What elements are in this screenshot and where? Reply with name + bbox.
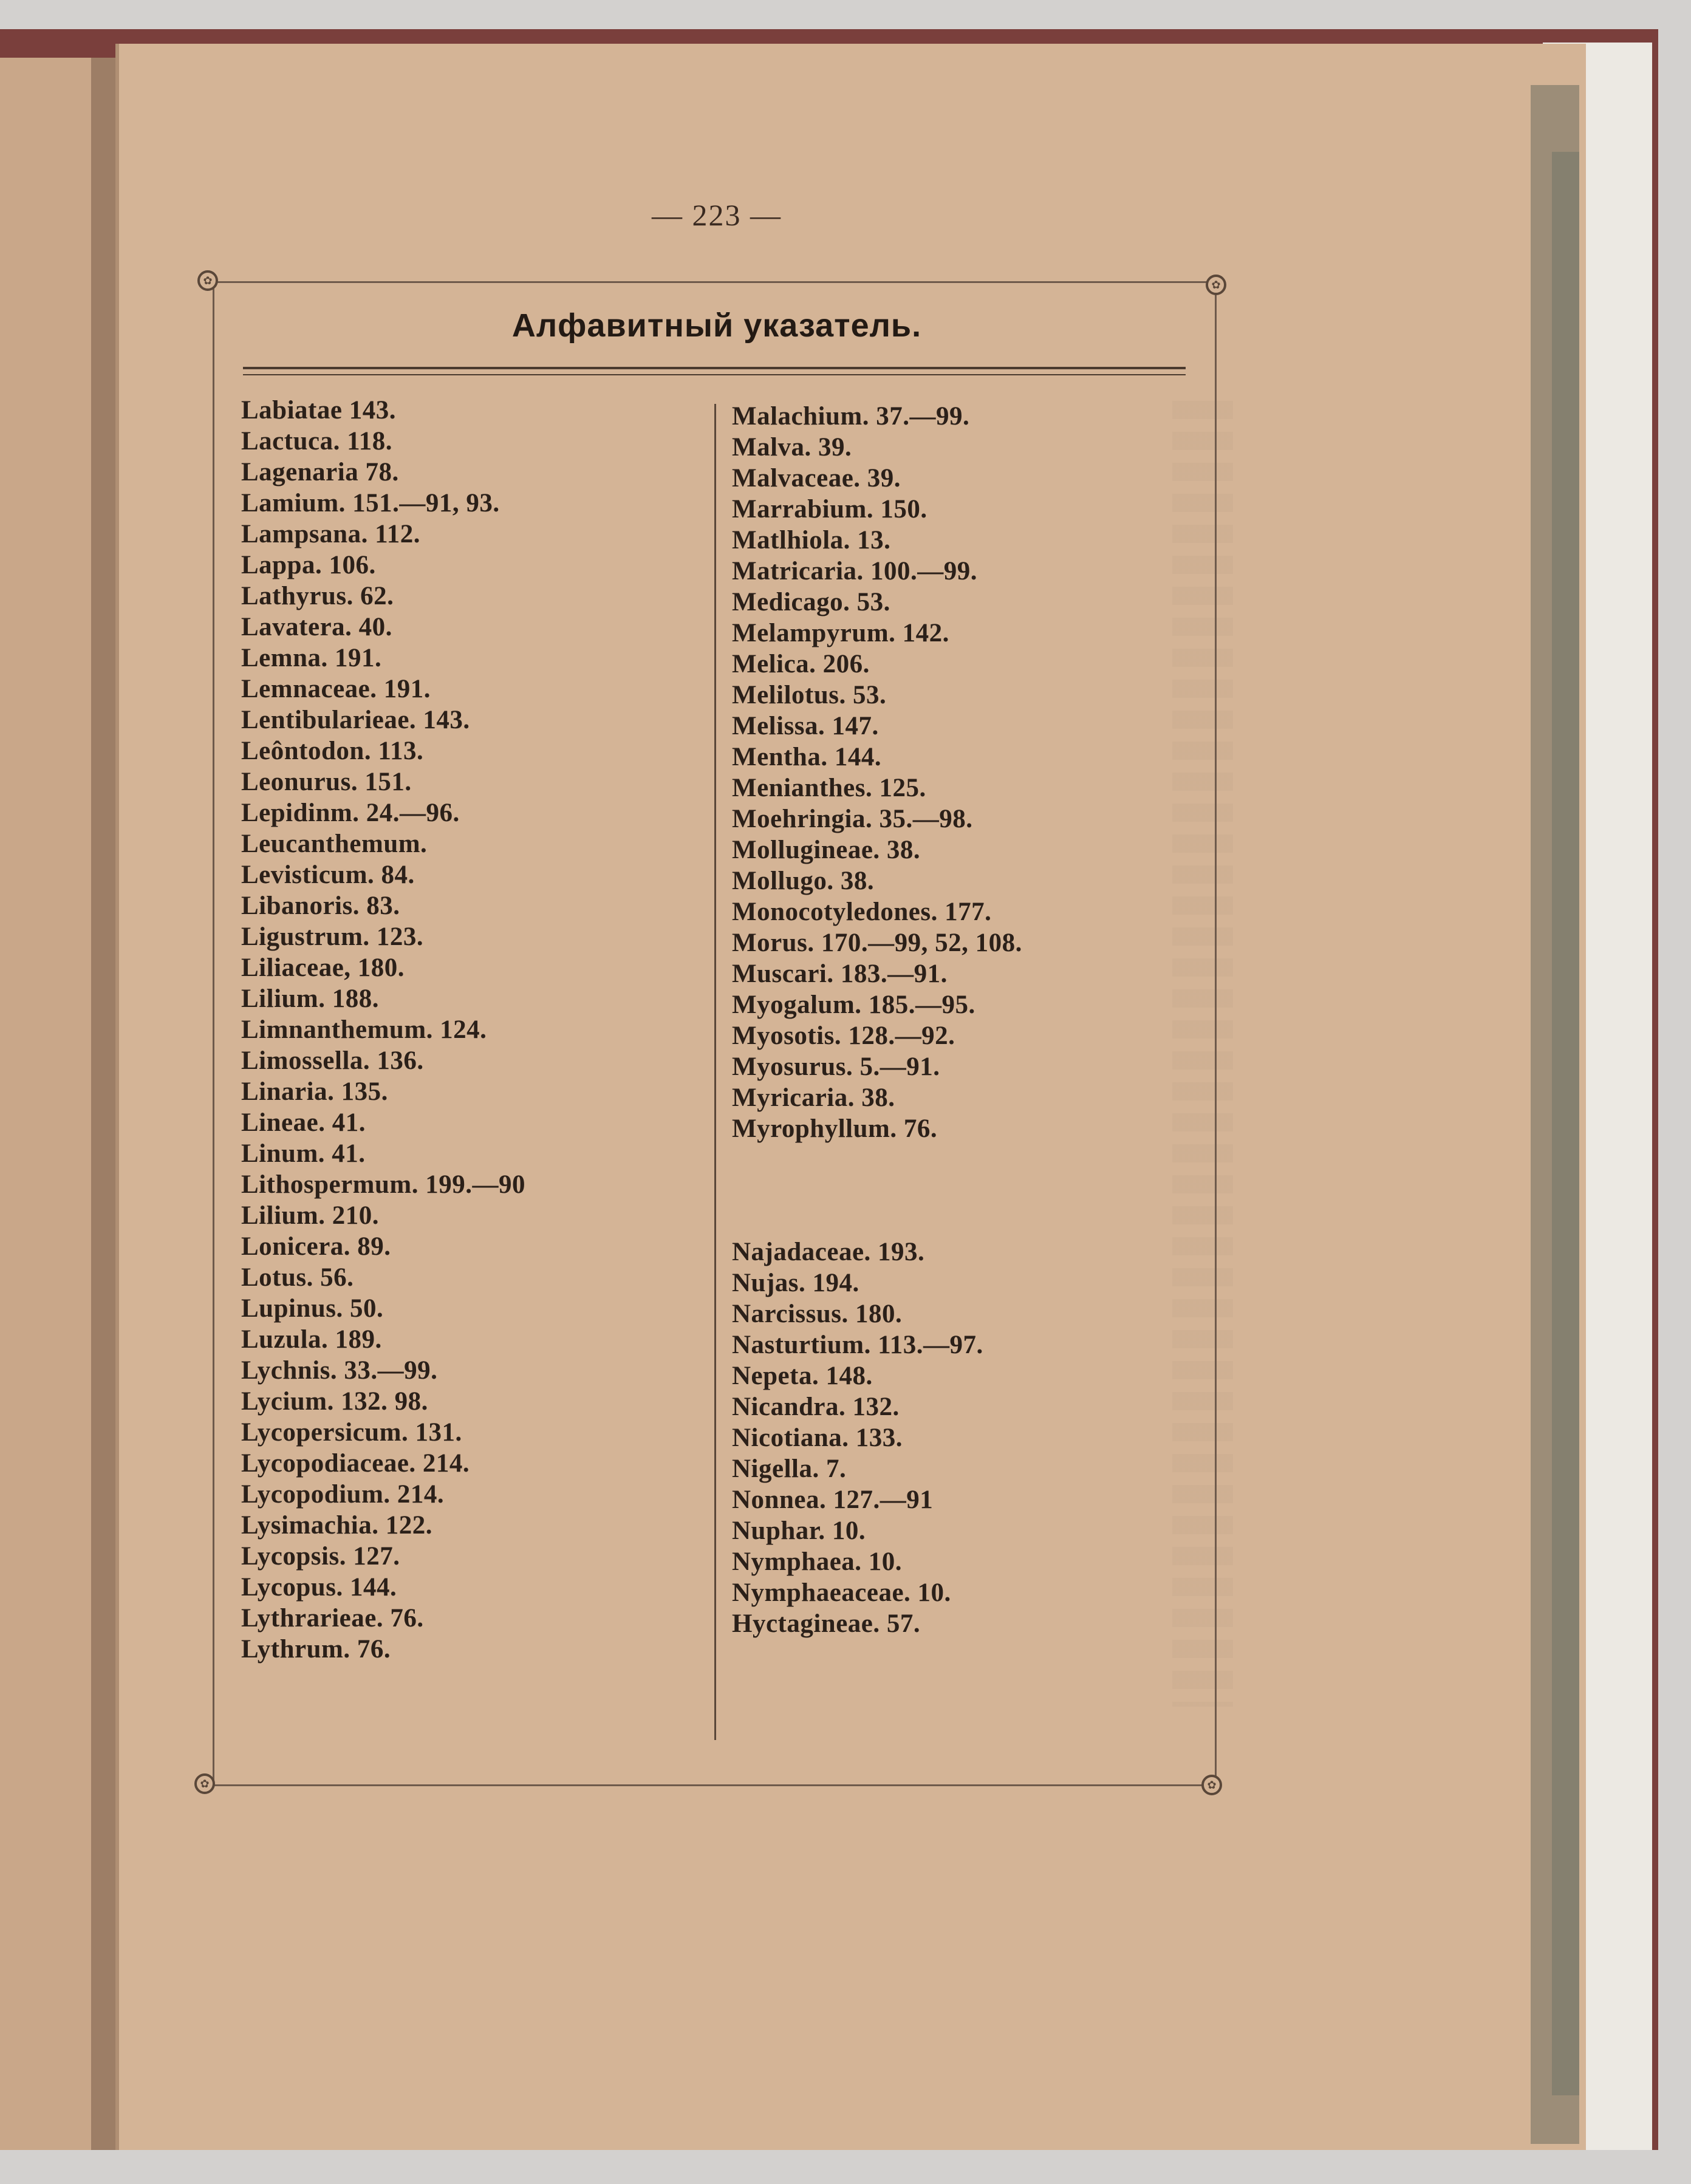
index-entry: Lycopus. 144. xyxy=(241,1573,397,1602)
index-entry: Lineae. 41. xyxy=(241,1108,366,1137)
index-entry: Monocotyledones. 177. xyxy=(732,898,992,926)
index-entry: Lilium. 188. xyxy=(241,985,380,1013)
index-entry: Nicandra. 132. xyxy=(732,1393,900,1421)
index-entry: Myricaria. 38. xyxy=(732,1083,895,1112)
index-entry: Mentha. 144. xyxy=(732,743,882,771)
index-left-column xyxy=(241,395,709,1665)
index-entry: Malachium. 37.—99. xyxy=(732,402,970,431)
index-entry: Leôntodon. 113. xyxy=(241,737,424,765)
index-title: Алфавитный указатель. xyxy=(511,307,922,344)
torn-page-edge-shadow xyxy=(1552,152,1579,2095)
index-entry: Mollugo. 38. xyxy=(732,867,875,895)
index-entry: Lythrum. 76. xyxy=(241,1635,391,1664)
index-entry: Lycopersicum. 131. xyxy=(241,1418,462,1447)
index-entry: Myrophyllum. 76. xyxy=(732,1114,938,1143)
index-entry: Lappa. 106. xyxy=(241,551,376,579)
index-entry: Leonurus. 151. xyxy=(241,768,412,796)
index-entry: Lavatera. 40. xyxy=(241,613,392,641)
index-entry: Libanoris. 83. xyxy=(241,892,400,920)
index-entry: Narcissus. 180. xyxy=(732,1300,903,1328)
index-entry: Marrabium. 150. xyxy=(732,495,927,524)
index-entry: Liliaceae, 180. xyxy=(241,954,405,982)
index-entry: Lemnaceae. 191. xyxy=(241,675,431,703)
index-entry: Myosotis. 128.—92. xyxy=(732,1022,955,1050)
index-entry: Lactuca. 118. xyxy=(241,427,392,456)
index-entry: Myosurus. 5.—91. xyxy=(732,1053,940,1081)
index-entry: Moehringia. 35.—98. xyxy=(732,805,973,833)
index-entry: Nepeta. 148. xyxy=(732,1362,873,1390)
index-entry: Levisticum. 84. xyxy=(241,861,415,889)
index-entry: Nujas. 194. xyxy=(732,1269,859,1297)
title-rule xyxy=(243,374,1186,375)
index-entry: Ligustrum. 123. xyxy=(241,923,424,951)
index-entry: Limossella. 136. xyxy=(241,1046,424,1075)
index-entry: Lonicera. 89. xyxy=(241,1232,391,1261)
index-entry: Limnanthemum. 124. xyxy=(241,1015,487,1044)
index-entry: Lepidinm. 24.—96. xyxy=(241,799,460,827)
corner-ornament-icon: ✿ xyxy=(1201,1775,1222,1795)
index-entry: Linum. 41. xyxy=(241,1139,366,1168)
index-entry: Lysimachia. 122. xyxy=(241,1511,433,1540)
index-entry: Nigella. 7. xyxy=(732,1455,847,1483)
column-divider xyxy=(714,404,716,1740)
index-entry: Lamium. 151.—91, 93. xyxy=(241,489,500,517)
index-entry: Malva. 39. xyxy=(732,433,852,462)
index-entry: Lagenaria 78. xyxy=(241,458,399,486)
index-entry: Lentibularieae. 143. xyxy=(241,706,470,734)
index-entry: Medicago. 53. xyxy=(732,588,890,616)
index-entry: Lychnis. 33.—99. xyxy=(241,1356,438,1385)
index-entry: Lycopodium. 214. xyxy=(241,1480,445,1509)
index-entry: Leucanthemum. xyxy=(241,830,428,858)
index-entry: Muscari. 183.—91. xyxy=(732,960,948,988)
index-entry: Melica. 206. xyxy=(732,650,870,678)
index-entry: Malvaceae. 39. xyxy=(732,464,901,493)
index-entry: Lycopsis. 127. xyxy=(241,1542,400,1571)
index-entry: Nonnea. 127.—91 xyxy=(732,1486,934,1514)
index-entry: Melilotus. 53. xyxy=(732,681,887,709)
index-entry: Lythrarieae. 76. xyxy=(241,1604,424,1633)
index-entry: Nasturtium. 113.—97. xyxy=(732,1331,983,1359)
index-entry: Luzula. 189. xyxy=(241,1325,382,1354)
index-entry: Lathyrus. 62. xyxy=(241,582,394,610)
index-entry: Labiatae 143. xyxy=(241,396,396,425)
index-entry: Lithospermum. 199.—90 xyxy=(241,1170,525,1199)
index-entry: Nuphar. 10. xyxy=(732,1517,866,1545)
index-right-column-n xyxy=(732,1237,1206,1639)
index-entry: Najadaceae. 193. xyxy=(732,1238,925,1266)
index-entry: Nymphaea. 10. xyxy=(732,1548,903,1576)
index-entry: Myogalum. 185.—95. xyxy=(732,991,975,1019)
index-entry: Melissa. 147. xyxy=(732,712,879,740)
index-entry: Menianthes. 125. xyxy=(732,774,926,802)
index-entry: Lilium. 210. xyxy=(241,1201,380,1230)
index-entry: Lotus. 56. xyxy=(241,1263,354,1292)
index-entry: Hyctagineae. 57. xyxy=(732,1609,921,1638)
index-right-column-m xyxy=(732,401,1206,1144)
frame-border-bottom xyxy=(203,1784,1215,1786)
index-entry: Lycopodiaceae. 214. xyxy=(241,1449,470,1478)
index-entry: Morus. 170.—99, 52, 108. xyxy=(732,929,1022,957)
index-entry: Melampyrum. 142. xyxy=(732,619,949,647)
page-number: — 223 — xyxy=(652,198,782,232)
corner-ornament-icon: ✿ xyxy=(197,270,218,291)
title-rule xyxy=(243,367,1186,369)
index-entry: Lampsana. 112. xyxy=(241,520,420,548)
index-entry: Nymphaeaceae. 10. xyxy=(732,1578,951,1607)
corner-ornament-icon: ✿ xyxy=(1206,275,1226,295)
index-entry: Matricaria. 100.—99. xyxy=(732,557,978,585)
index-entry: Linaria. 135. xyxy=(241,1077,388,1106)
frame-border-left xyxy=(213,281,214,1784)
corner-ornament-icon: ✿ xyxy=(194,1773,215,1794)
index-entry: Nicotiana. 133. xyxy=(732,1424,903,1452)
index-entry: Mollugineae. 38. xyxy=(732,836,921,864)
index-entry: Lemna. 191. xyxy=(241,644,382,672)
frame-border-top xyxy=(207,281,1218,283)
index-entry: Matlhiola. 13. xyxy=(732,526,891,555)
index-entry: Lupinus. 50. xyxy=(241,1294,384,1323)
index-entry: Lycium. 132. 98. xyxy=(241,1387,428,1416)
